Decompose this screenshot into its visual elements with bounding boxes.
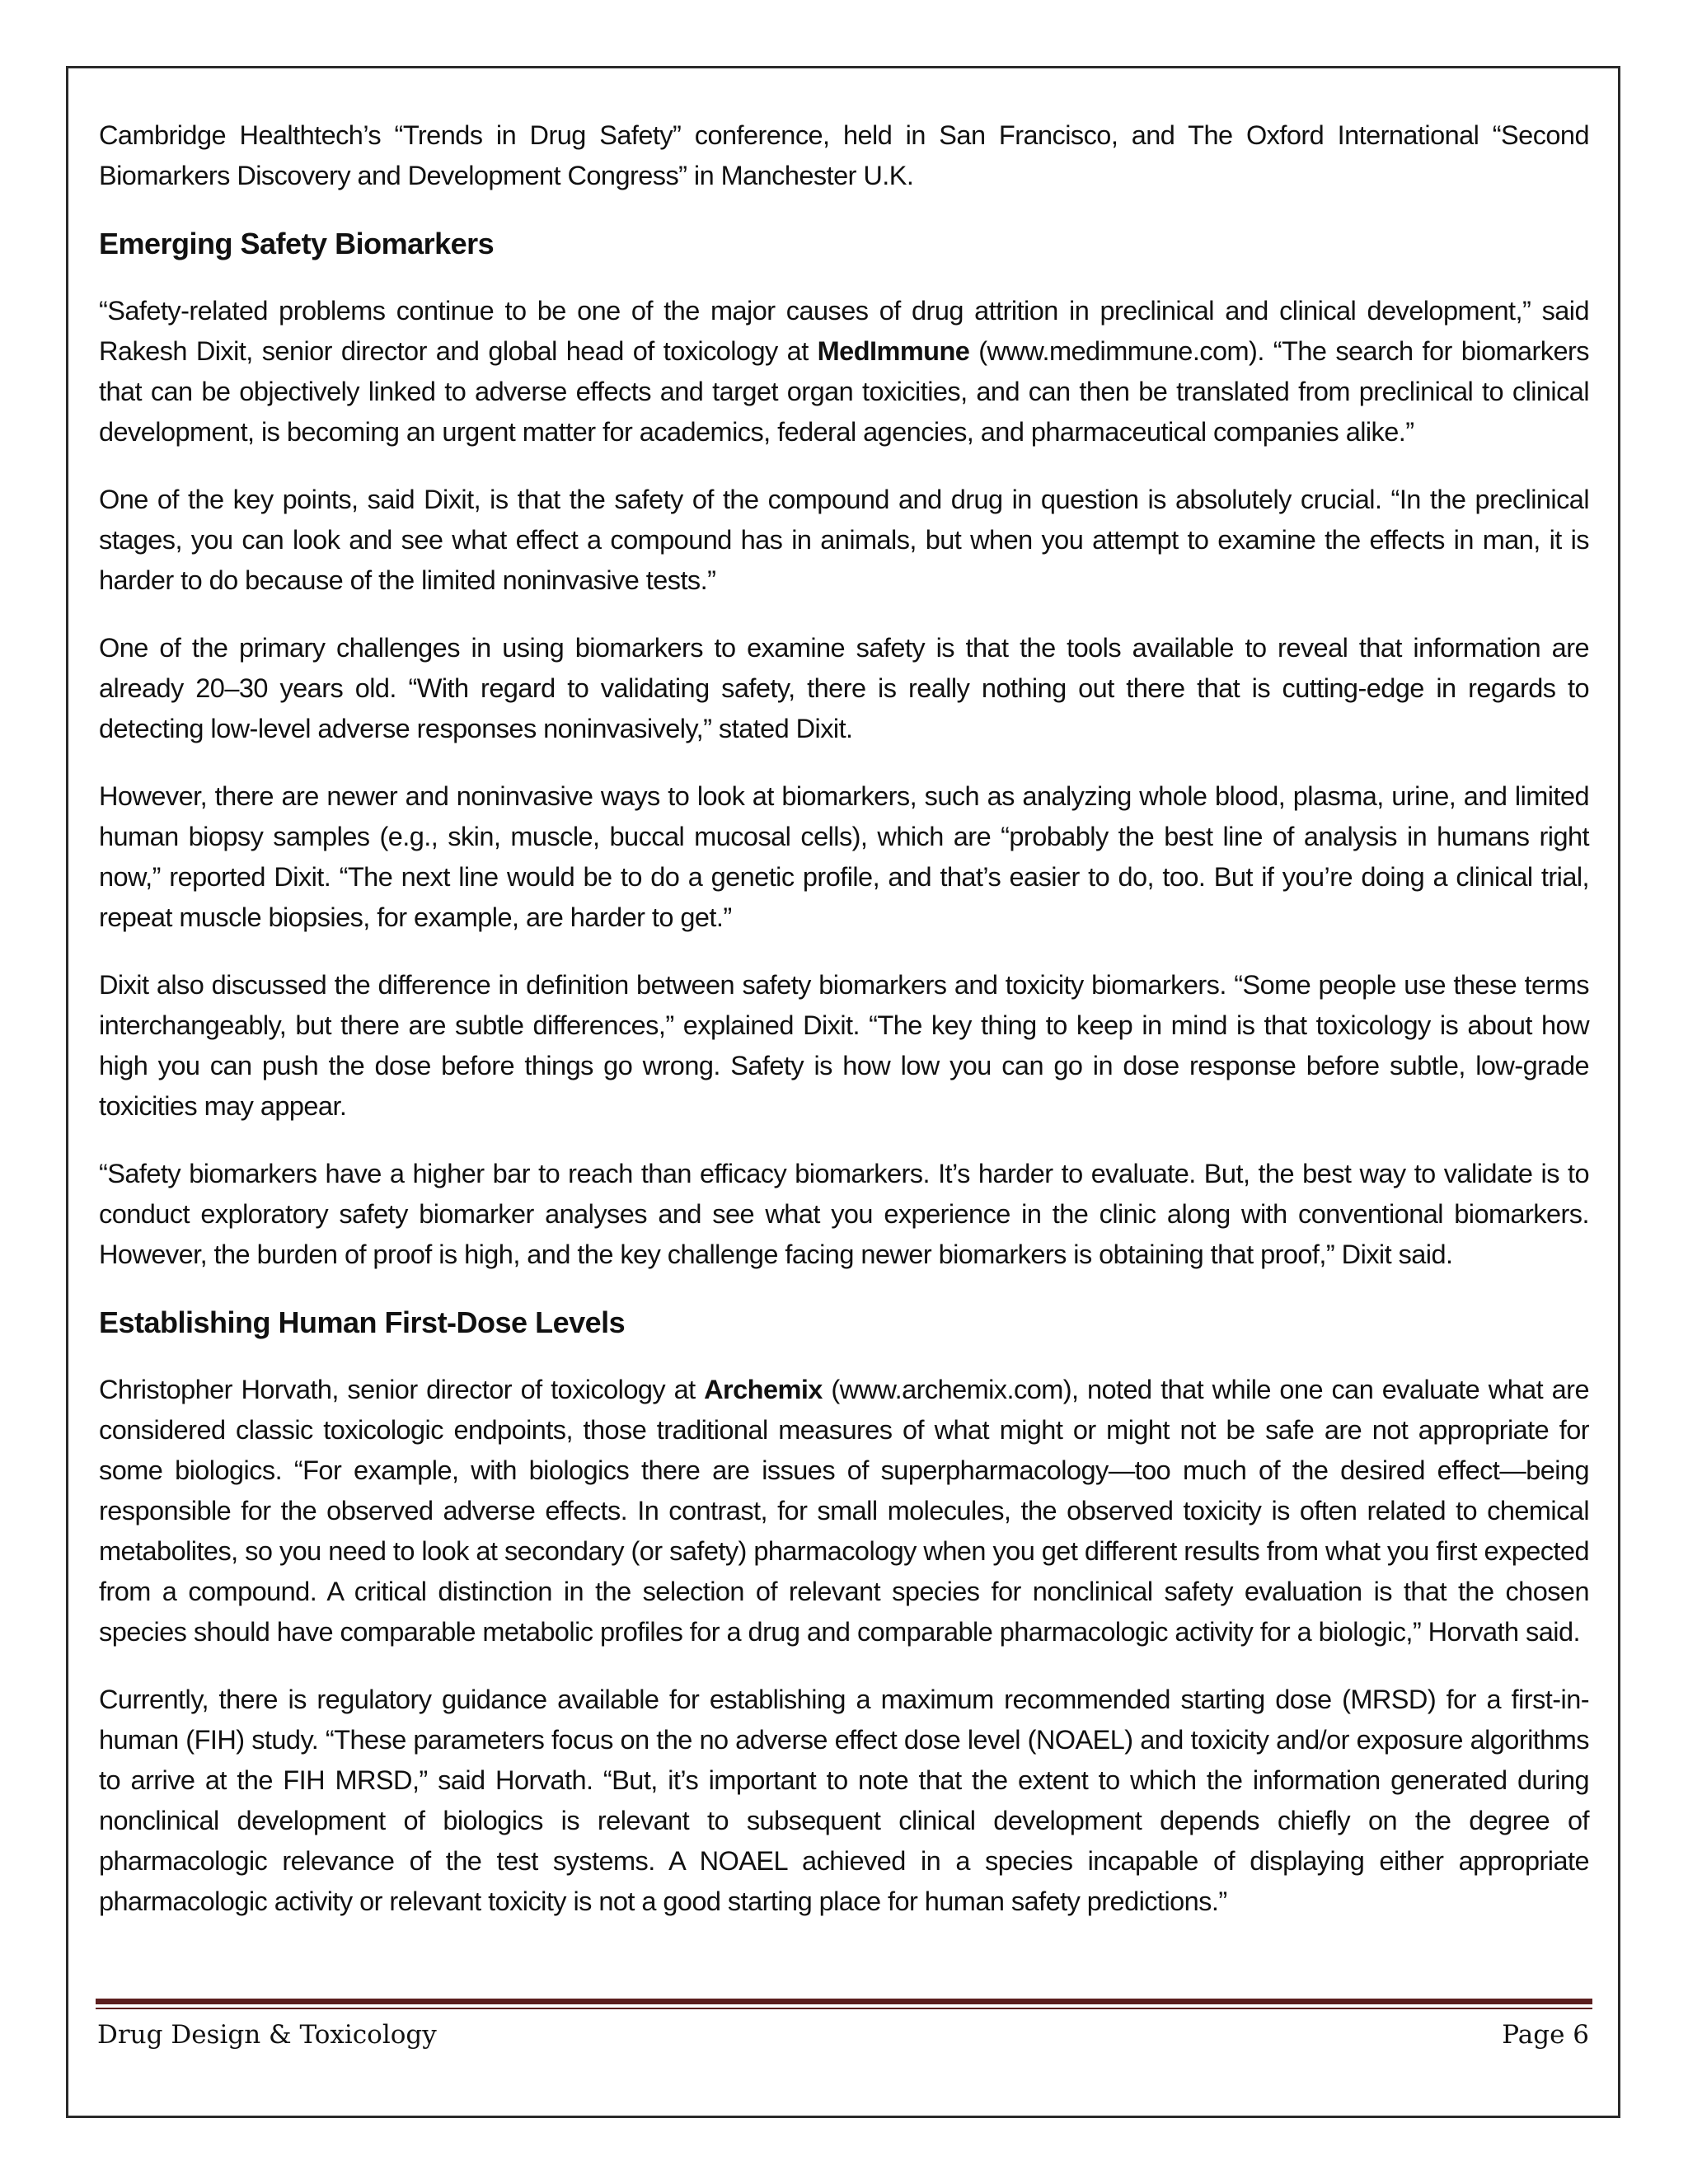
paragraph-key-points: One of the key points, said Dixit, is that the safety of the compound and drug in question is absolutely crucial. “In the preclinical stages, you can look and see what effect a compound has in animals, but when you attempt to examine the effects in man, it is harder to do because of the limited noninvasive tests.”: [99, 485, 1589, 595]
paragraph-dixit-quote: [99, 291, 1589, 452]
section-heading-human-first-dose: Establishing Human First-Dose Levels: [99, 1305, 626, 1339]
paragraph-intro-continuation: Cambridge Healthtech’s “Trends in Drug Safety” conference, held in San Francisco, and The Oxford International “Second Biomarkers Discovery and Development Congress” in Manchester U.K.: [99, 120, 1589, 190]
footer-publication-title: Drug Design & Toxicology: [97, 2020, 437, 2050]
company-name-archemix: Archemix: [704, 1375, 823, 1404]
article-body: [99, 115, 1589, 1949]
section-heading-emerging-safety-biomarkers: Emerging Safety Biomarkers: [99, 227, 495, 260]
footer-rule: [96, 1999, 1592, 2004]
paragraph-text: (www.medimmune.com). “The search for biomarkers that can be objectively linked to adverse effects and target organ toxicities, and can then be translated from preclinical to clinical development, is becoming an urgent matter for academics, federal agencies, and pharmaceutical companies alike.”: [99, 336, 1589, 447]
page-footer: [97, 2014, 1589, 2055]
footer-rule-thin: [96, 2008, 1592, 2009]
company-name-medimmune: MedImmune: [817, 336, 970, 366]
paragraph-text: “Safety-related problems continue to be one of the major causes of drug attrition in preclinical and clinical development,” said Rakesh Dixit, senior director and global head of toxicology at: [99, 296, 1589, 366]
paragraph-text: (www.archemix.com), noted that while one can evaluate what are considered classic toxicologic endpoints, those traditional measures of what might or might not be safe are not appropriate for some biologics. “For example, with biologics there are issues of superpharmacology—too much of the desired effect—being responsible for the observed adverse effects. In contrast, for small molecules, the observed toxicity is often related to chemical metabolites, so you need to look at secondary (or safety) pharmacology when you get different results from what you first expected from a compound. A critical distinction in the selection of relevant species for nonclinical safety evaluation is that the chosen species should have comparable metabolic profiles for a drug and comparable pharmacologic activity for a biologic,” Horvath said.: [99, 1375, 1589, 1647]
paragraph-primary-challenges: One of the primary challenges in using biomarkers to examine safety is that the tools available to reveal that information are already 20–30 years old. “With regard to validating safety, there is really nothing out there that is cutting-edge in regards to detecting low-level adverse responses noninvasively,” stated Dixit.: [99, 633, 1589, 743]
paragraph-higher-bar: “Safety biomarkers have a higher bar to reach than efficacy biomarkers. It’s harder to evaluate. But, the best way to validate is to conduct exploratory safety biomarker analyses and see what you experience in the clinic along with conventional biomarkers. However, the burden of proof is high, and the key challenge facing newer biomarkers is obtaining that proof,” Dixit said.: [99, 1159, 1589, 1269]
paragraph-horvath: [99, 1370, 1589, 1652]
paragraph-noninvasive-ways: However, there are newer and noninvasive ways to look at biomarkers, such as analyzing whole blood, plasma, urine, and limited human biopsy samples (e.g., skin, muscle, buccal mucosal cells), which are “probably the best line of analysis in humans right now,” reported Dixit. “The next line would be to do a genetic profile, and that’s easier to do, too. But if you’re doing a clinical trial, repeat muscle biopsies, for example, are harder to get.”: [99, 781, 1589, 932]
paragraph-text: Christopher Horvath, senior director of toxicology at: [99, 1375, 705, 1404]
paragraph-definition-difference: Dixit also discussed the difference in definition between safety biomarkers and toxicity biomarkers. “Some people use these terms interchangeably, but there are subtle differences,” explained Dixit. “The key thing to keep in mind is that toxicology is about how high you can push the dose before things go wrong. Safety is how low you can go in dose response before subtle, low-grade toxicities may appear.: [99, 970, 1589, 1121]
paragraph-regulatory-guidance: Currently, there is regulatory guidance available for establishing a maximum recommended starting dose (MRSD) for a first-in-human (FIH) study. “These parameters focus on the no adverse effect dose level (NOAEL) and toxicity and/or exposure algorithms to arrive at the FIH MRSD,” said Horvath. “But, it’s important to note that the extent to which the information generated during nonclinical development of biologics is relevant to subsequent clinical development depends chiefly on the degree of pharmacologic relevance of the test systems. A NOAEL achieved in a species incapable of displaying either appropriate pharmacologic activity or relevant toxicity is not a good starting place for human safety predictions.”: [99, 1685, 1589, 1916]
footer-page-number: Page 6: [1502, 2020, 1589, 2050]
